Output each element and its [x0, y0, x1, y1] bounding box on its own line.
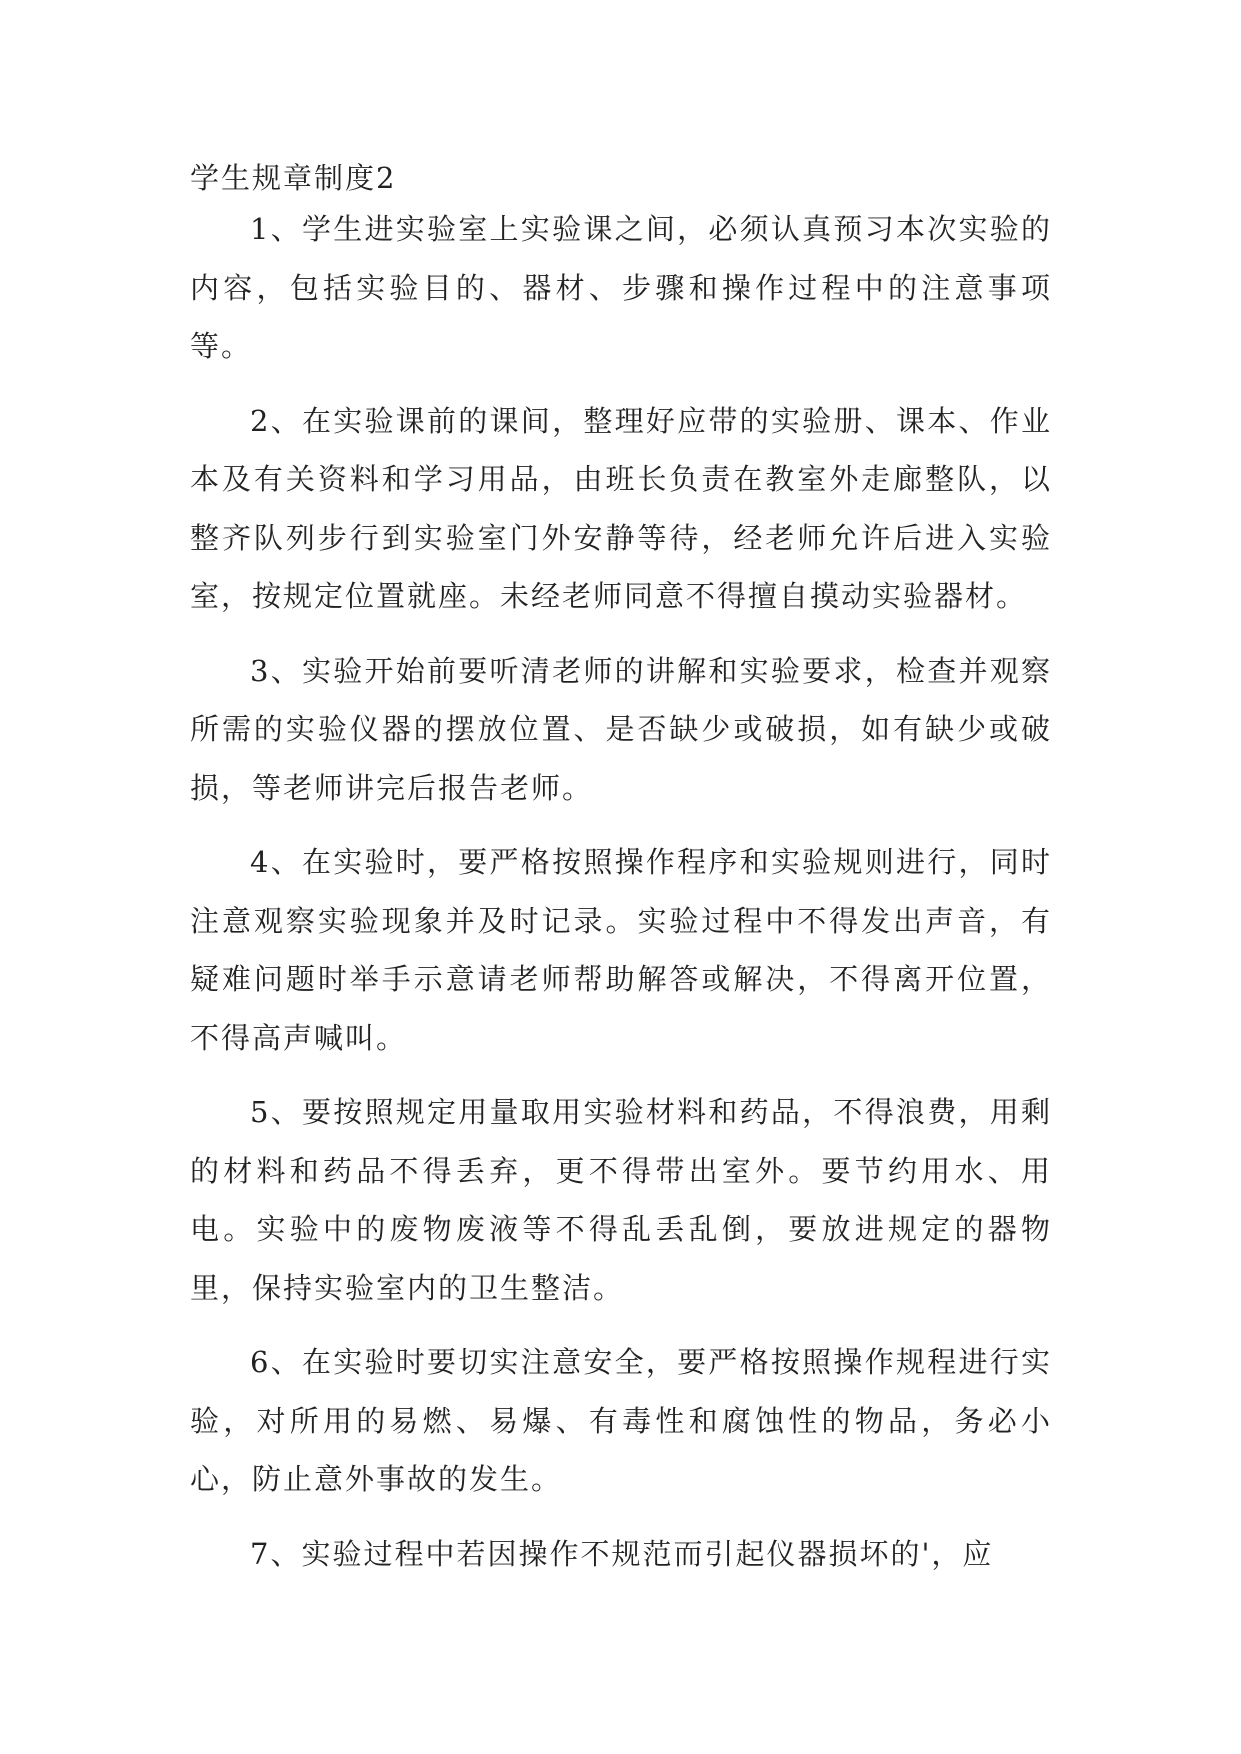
rule-paragraph-1: 1、学生进实验室上实验课之间，必须认真预习本次实验的内容，包括实验目的、器材、步骤和操作过程中的注意事项等。	[190, 212, 1052, 363]
document-title: 学生规章制度2	[190, 161, 397, 195]
document-body	[190, 158, 1052, 1583]
rule-paragraph-5: 5、要按照规定用量取用实验材料和药品，不得浪费，用剩的材料和药品不得丢弃，更不得带出室外。要节约用水、用电。实验中的废物废液等不得乱丢乱倒，要放进规定的器物里，保持实验室内的卫生整洁。	[190, 1095, 1052, 1305]
rule-paragraph-7: 7、实验过程中若因操作不规范而引起仪器损坏的'，应	[250, 1536, 994, 1571]
rule-paragraph-4: 4、在实验时，要严格按照操作程序和实验规则进行，同时注意观察实验现象并及时记录。实验过程中不得发出声音，有疑难问题时举手示意请老师帮助解答或解决，不得离开位置，不得高声喊叫。	[190, 845, 1052, 1055]
rule-paragraph-3: 3、实验开始前要听清老师的讲解和实验要求，检查并观察所需的实验仪器的摆放位置、是否缺少或破损，如有缺少或破损，等老师讲完后报告老师。	[190, 653, 1052, 805]
rule-paragraph-6: 6、在实验时要切实注意安全，要严格按照操作规程进行实验，对所用的易燃、易爆、有毒性和腐蚀性的物品，务必小心，防止意外事故的发生。	[190, 1345, 1052, 1496]
rule-paragraph-2: 2、在实验课前的课间，整理好应带的实验册、课本、作业本及有关资料和学习用品，由班长负责在教室外走廊整队，以整齐队列步行到实验室门外安静等待，经老师允许后进入实验室，按规定位置就座。未经老师同意不得擅自摸动实验器材。	[190, 403, 1052, 613]
